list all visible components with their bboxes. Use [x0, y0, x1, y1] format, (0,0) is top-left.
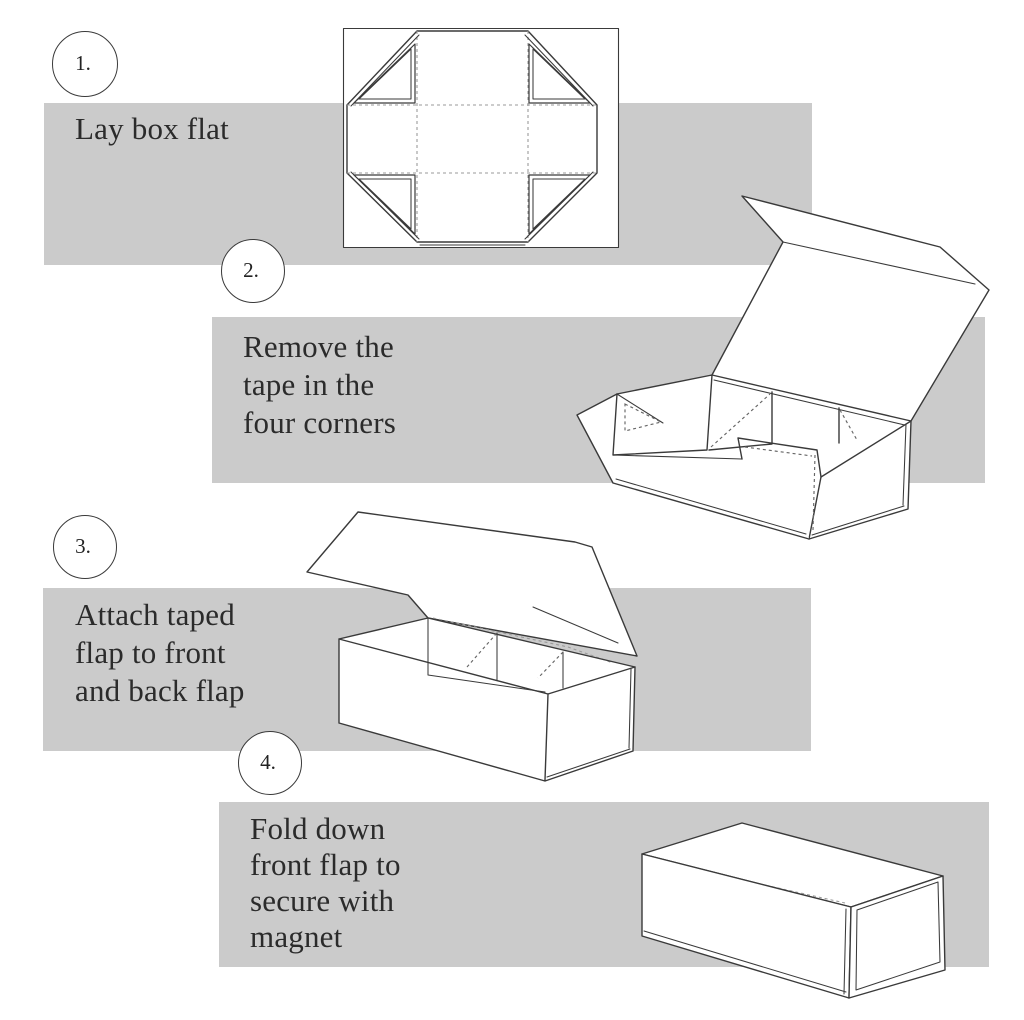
step4-line1: Fold down: [250, 811, 386, 846]
step3-number-badge: [53, 515, 117, 579]
step2-line3: four corners: [243, 405, 397, 440]
step3-line3: and back flap: [75, 673, 245, 708]
step2-instruction: [243, 328, 396, 442]
step1-instruction: [75, 110, 229, 148]
step2-line1: Remove the: [243, 329, 394, 364]
step3-line2: flap to front: [75, 635, 226, 670]
step2-number: 2.: [243, 257, 259, 282]
step4-line3: secure with: [250, 883, 395, 918]
step4-number-badge: [238, 731, 302, 795]
step1-line1: Lay box flat: [75, 111, 229, 146]
box-with-lid-open-diagram: [307, 512, 637, 781]
flat-box-template-diagram: [344, 29, 619, 248]
step2-number-badge: [221, 239, 285, 303]
step4-line4: magnet: [250, 919, 343, 954]
closed-box-diagram: [642, 823, 945, 998]
step3-line1: Attach taped: [75, 597, 235, 632]
step1-number-badge: [52, 31, 118, 97]
step4-number: 4.: [260, 749, 276, 774]
step4-line2: front flap to: [250, 847, 401, 882]
step3-number: 3.: [75, 533, 91, 558]
open-box-remove-tape-diagram: [577, 196, 989, 539]
step1-number: 1.: [75, 50, 91, 75]
step4-instruction: [250, 811, 401, 955]
step2-line2: tape in the: [243, 367, 375, 402]
step3-instruction: [75, 596, 245, 710]
